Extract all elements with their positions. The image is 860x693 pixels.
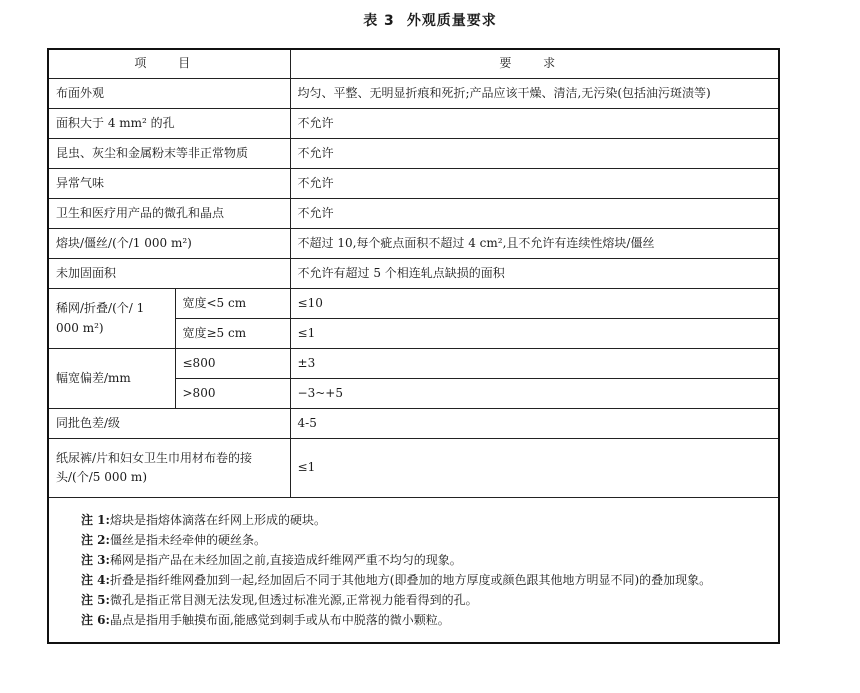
table-number: 表 3	[363, 13, 395, 29]
table-row	[49, 259, 778, 289]
note-text: 稀网是指产品在未经加固之前,直接造成纤维网严重不均匀的现象。	[109, 553, 462, 567]
note-label: 注 2:	[81, 533, 110, 547]
row-item: 卫生和医疗用产品的微孔和晶点	[49, 199, 290, 229]
note-text: 熔块是指熔体滴落在纤网上形成的硬块。	[109, 513, 326, 527]
note-text: 折叠是指纤维网叠加到一起,经加固后不同于其他地方(即叠加的地方厚度或颜色跟其他地方明显不同)的叠加现象。	[109, 573, 712, 587]
row-requirement: 不超过 10,每个疵点面积不超过 4 cm²,且不允许有连续性熔块/僵丝	[290, 229, 778, 259]
header-requirement: 要 求	[290, 50, 778, 79]
row-requirement: −3~+5	[290, 379, 778, 409]
table-row	[49, 439, 778, 498]
row-condition: >800	[175, 379, 290, 409]
note-label: 注 4:	[81, 573, 110, 587]
row-item: 同批色差/级	[49, 409, 290, 439]
table-title-text: 外观质量要求	[406, 13, 497, 29]
table-row	[49, 169, 778, 199]
row-requirement: 不允许	[290, 109, 778, 139]
note-text: 晶点是指用手触摸布面,能感觉到刺手或从布中脱落的微小颗粒。	[109, 613, 450, 627]
row-item-sparse: 稀网/折叠/(个/ 1 000 m²)	[49, 289, 175, 349]
note-label: 注 3:	[81, 553, 110, 567]
requirements-table	[47, 48, 780, 644]
notes-block	[49, 498, 778, 642]
row-requirement: 均匀、平整、无明显折痕和死折;产品应该干燥、清洁,无污染(包括油污斑渍等)	[290, 79, 778, 109]
note-item	[81, 610, 778, 630]
row-item: 纸尿裤/片和妇女卫生巾用材布卷的接头/(个/5 000 m)	[49, 439, 290, 498]
row-item: 异常气味	[49, 169, 290, 199]
table-title	[0, 10, 860, 30]
note-item	[81, 550, 778, 570]
note-label: 注 1:	[81, 513, 110, 527]
row-requirement: 不允许	[290, 199, 778, 229]
row-condition: 宽度≥5 cm	[175, 319, 290, 349]
note-item	[81, 530, 778, 550]
table-row	[49, 289, 778, 319]
row-item: 未加固面积	[49, 259, 290, 289]
row-item: 布面外观	[49, 79, 290, 109]
row-requirement: ≤1	[290, 439, 778, 498]
row-item: 面积大于 4 mm² 的孔	[49, 109, 290, 139]
table-row	[49, 79, 778, 109]
note-item	[81, 570, 778, 590]
table-row	[49, 199, 778, 229]
note-item	[81, 590, 778, 610]
row-requirement: 不允许有超过 5 个相连轧点缺损的面积	[290, 259, 778, 289]
row-item-width: 幅宽偏差/mm	[49, 349, 175, 409]
row-requirement: 4-5	[290, 409, 778, 439]
header-item: 项 目	[49, 50, 290, 79]
table-row	[49, 229, 778, 259]
row-requirement: 不允许	[290, 169, 778, 199]
row-requirement: ≤10	[290, 289, 778, 319]
table-row	[49, 349, 778, 379]
note-label: 注 5:	[81, 593, 110, 607]
row-condition: 宽度<5 cm	[175, 289, 290, 319]
table-row	[49, 139, 778, 169]
row-requirement: ±3	[290, 349, 778, 379]
row-condition: ≤800	[175, 349, 290, 379]
note-text: 微孔是指正常目测无法发现,但透过标准光源,正常视力能看得到的孔。	[109, 593, 478, 607]
table-row	[49, 109, 778, 139]
row-item: 熔块/僵丝/(个/1 000 m²)	[49, 229, 290, 259]
notes-row	[49, 498, 778, 643]
note-label: 注 6:	[81, 613, 110, 627]
header-row	[49, 50, 778, 79]
table-row	[49, 409, 778, 439]
row-item: 昆虫、灰尘和金属粉末等非正常物质	[49, 139, 290, 169]
row-requirement: 不允许	[290, 139, 778, 169]
note-item	[81, 510, 778, 530]
note-text: 僵丝是指未经牵伸的硬丝条。	[109, 533, 266, 547]
row-requirement: ≤1	[290, 319, 778, 349]
